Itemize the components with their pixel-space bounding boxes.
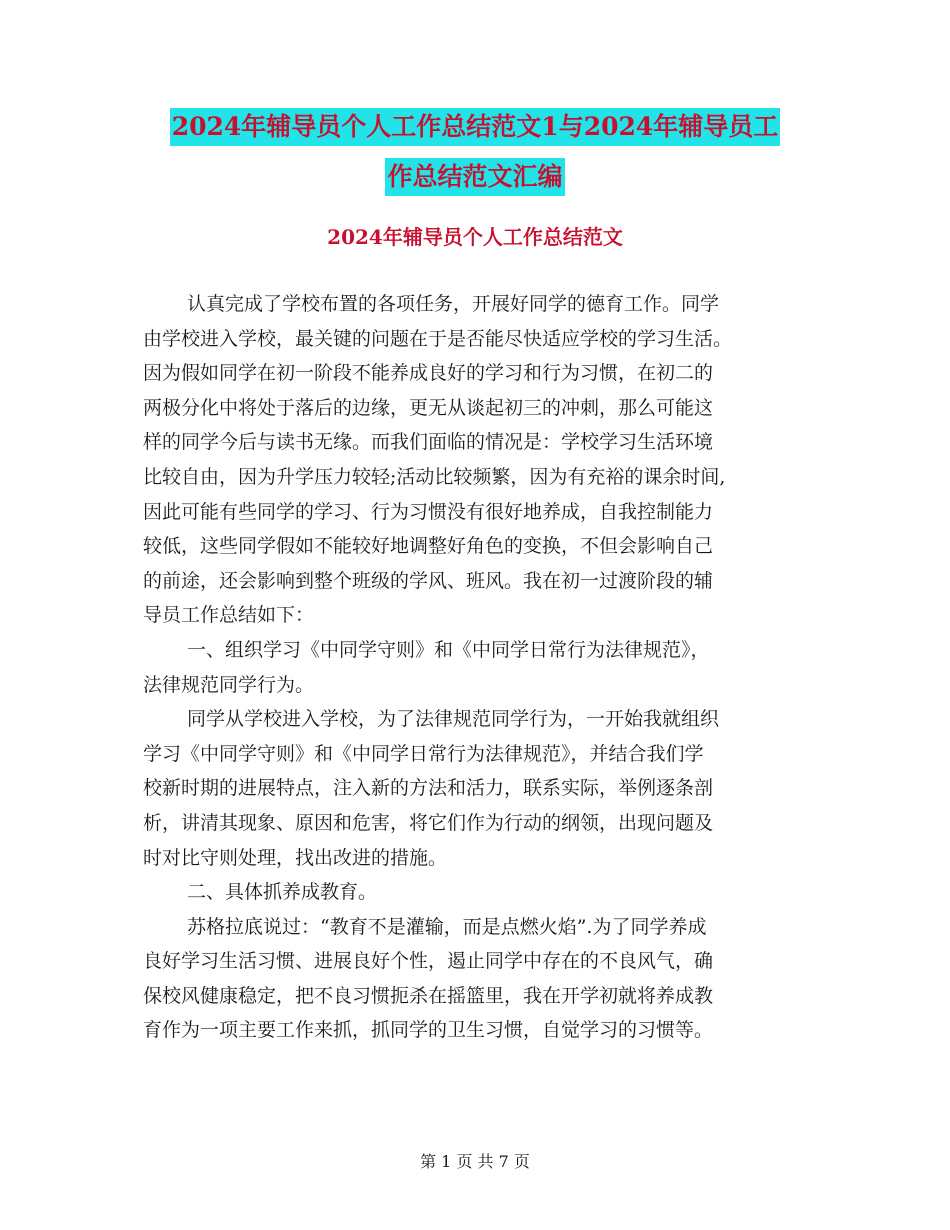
paragraph-line: 析，讲清其现象、原因和危害，将它们作为行动的纲领，出现问题及 bbox=[143, 811, 714, 834]
paragraph-line: 导员工作总结如下： bbox=[143, 604, 315, 627]
document-title bbox=[0, 108, 950, 196]
paragraph-line: 良好学习生活习惯、进展良好个性，遏止同学中存在的不良风气，确 bbox=[143, 950, 714, 973]
paragraph-line: 比较自由，因为升学压力较轻;活动比较频繁，因为有充裕的课余时间, bbox=[143, 465, 726, 488]
paragraph-line: 同学从学校进入学校，为了法律规范同学行为，一开始我就组织 bbox=[187, 708, 720, 731]
paragraph-line: 较低，这些同学假如不能较好地调整好角色的变换，不但会影响自己 bbox=[143, 535, 714, 558]
paragraph-line: 校新时期的进展特点，注入新的方法和活力，联系实际，举例逐条剖 bbox=[143, 777, 714, 800]
paragraph-line: 认真完成了学校布置的各项任务，开展好同学的德育工作。同学 bbox=[187, 293, 720, 315]
paragraph-line: 时对比守则处理，找出改进的措施。 bbox=[143, 846, 448, 869]
section-heading-line: 一、组织学习《中同学守则》和《中同学日常行为法律规范》， bbox=[187, 638, 710, 661]
body-text bbox=[143, 287, 803, 1048]
section-heading-line: 二、具体抓养成教育。 bbox=[187, 881, 378, 904]
paragraph-line: 学习《中同学守则》和《中同学日常行为法律规范》，并结合我们学 bbox=[143, 742, 704, 765]
title-line-1: 2024年辅导员个人工作总结范文1与2024年辅导员工 bbox=[170, 108, 781, 146]
paragraph-line: 由学校进入学校，最关键的问题在于是否能尽快适应学校的学习生活。 bbox=[143, 327, 733, 350]
page-number-footer: 第 1 页 共 7 页 bbox=[420, 1152, 530, 1171]
section-heading-line: 法律规范同学行为。 bbox=[143, 673, 315, 696]
section-heading: 2024年辅导员个人工作总结范文 bbox=[327, 225, 623, 249]
paragraph-line: 苏格拉底说过：“教育不是灌输，而是点燃火焰”.为了同学养成 bbox=[187, 915, 707, 938]
paragraph-line: 两极分化中将处于落后的边缘，更无从谈起初三的冲刺，那么可能这 bbox=[143, 396, 714, 419]
paragraph-line: 因此可能有些同学的学习、行为习惯没有很好地养成，自我控制能力 bbox=[143, 500, 714, 523]
paragraph-line: 的前途，还会影响到整个班级的学风、班风。我在初一过渡阶段的辅 bbox=[143, 569, 714, 592]
title-line-2: 作总结范文汇编 bbox=[385, 158, 564, 196]
paragraph-line: 样的同学今后与读书无缘。而我们面临的情况是：学校学习生活环境 bbox=[143, 431, 714, 454]
paragraph-line: 保校风健康稳定，把不良习惯扼杀在摇篮里，我在开学初就将养成教 bbox=[143, 984, 714, 1007]
paragraph-line: 育作为一项主要工作来抓，抓同学的卫生习惯，自觉学习的习惯等。 bbox=[143, 1019, 714, 1042]
paragraph-line: 因为假如同学在初一阶段不能养成良好的学习和行为习惯，在初二的 bbox=[143, 362, 714, 385]
